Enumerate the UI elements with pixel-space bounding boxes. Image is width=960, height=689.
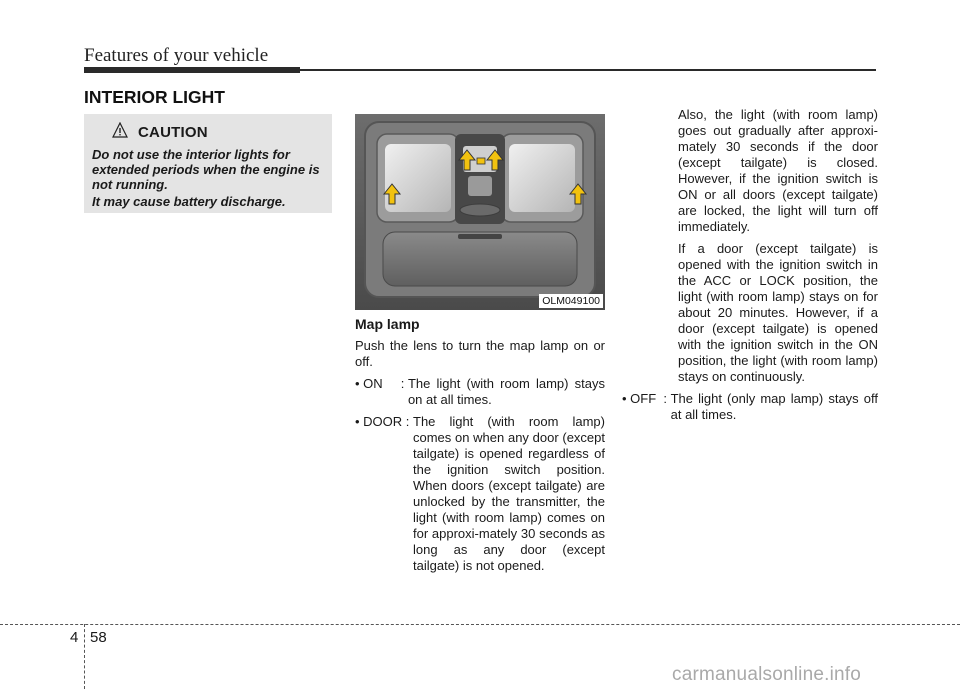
map-lamp-continued [622, 107, 878, 423]
caution-title: CAUTION [138, 124, 208, 141]
item-key: • DOOR : [355, 414, 413, 429]
warning-icon [112, 122, 128, 143]
footer-rule [0, 624, 960, 625]
section-title: INTERIOR LIGHT [84, 87, 225, 107]
figure-code: OLM049100 [539, 294, 603, 308]
footer-divider [84, 624, 85, 689]
map-lamp-item-door [355, 414, 605, 574]
item-text: The light (with room lamp) comes on when any door (except tailgate) is opened regardless of the ignition switch position. When doors (except tailgate) are unlocked by the transmitter, the light (with room lamp) comes on for approxi-mately 30 seconds as long as any door (except tailgate) is not opened. [413, 414, 605, 573]
door-continued-para: If a door (except tailgate) is opened with the ignition switch in the ACC or LOCK position, the light (with room lamp) stays on for about 20 minutes. However, if a door (except tailgate) is opened with the ignition switch in the ON position, the light (with room lamp) stays on continuously. [678, 241, 878, 384]
door-continued-para: Also, the light (with room lamp) goes out gradually after approxi-mately 30 seconds if the door (except tailgate) is closed. However, if the ignition switch is ON or all doors (except tailgate) are locked, the light will turn off immediately. [678, 107, 878, 234]
caution-text [92, 147, 322, 209]
door-continued [678, 107, 878, 385]
item-key: • ON : [355, 376, 408, 391]
map-lamp-heading: Map lamp [355, 316, 420, 332]
caution-header [112, 122, 322, 143]
item-text: The light (only map lamp) stays off at all times. [670, 391, 878, 422]
chapter-number: 4 [70, 629, 79, 646]
map-lamp-intro: Push the lens to turn the map lamp on or off. [355, 338, 605, 369]
item-text: The light (with room lamp) stays on at all times. [407, 376, 605, 407]
item-key: • OFF : [622, 391, 671, 406]
map-lamp-photo [355, 114, 605, 310]
caution-line: Do not use the interior lights for extended periods when the engine is not running. [92, 147, 320, 192]
page-number: 58 [90, 629, 107, 646]
map-lamp-section [355, 316, 605, 574]
caution-line: It may cause battery discharge. [92, 194, 286, 209]
map-lamp-item-off [622, 391, 878, 423]
header-rule [84, 67, 300, 73]
map-lamp-item-on [355, 376, 605, 408]
caution-box [84, 114, 332, 213]
header-title: Features of your vehicle [84, 45, 269, 66]
header-rule-thin [300, 69, 876, 71]
watermark: carmanualsonline.info [672, 664, 862, 685]
